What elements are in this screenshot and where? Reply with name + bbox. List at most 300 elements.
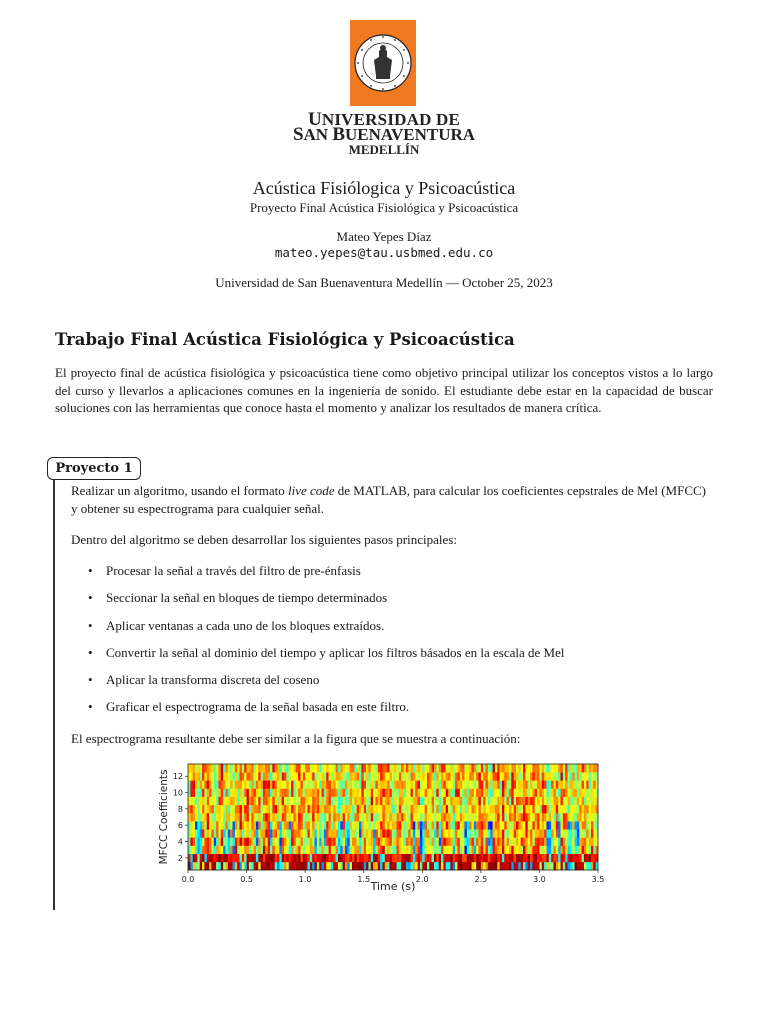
heatmap-cell <box>579 797 582 805</box>
heatmap-cell <box>546 813 549 821</box>
heatmap-cell <box>457 764 460 772</box>
heatmap-cell <box>382 780 385 788</box>
heatmap-cell <box>455 797 458 805</box>
heatmap-cell <box>476 821 479 829</box>
heatmap-cell <box>324 797 327 805</box>
heatmap-cell <box>474 797 477 805</box>
heatmap-cell <box>380 764 383 772</box>
heatmap-cell <box>340 797 343 805</box>
heatmap-cell <box>275 862 278 870</box>
heatmap-cell <box>589 837 592 845</box>
heatmap-cell <box>586 837 589 845</box>
heatmap-cell <box>375 854 378 862</box>
heatmap-cell <box>570 862 573 870</box>
heatmap-cell <box>490 837 493 845</box>
heatmap-cell <box>373 797 376 805</box>
heatmap-cell <box>338 797 341 805</box>
heatmap-cell <box>284 764 287 772</box>
heatmap-cell <box>561 829 564 837</box>
heatmap-cell <box>247 797 250 805</box>
heatmap-cell <box>336 780 339 788</box>
heatmap-cell <box>338 837 341 845</box>
heatmap-cell <box>460 764 463 772</box>
heatmap-cell <box>549 829 552 837</box>
heatmap-cell <box>385 788 388 796</box>
heatmap-cell <box>558 846 561 854</box>
heatmap-cell <box>439 862 442 870</box>
heatmap-cell <box>392 846 395 854</box>
heatmap-cell <box>549 862 552 870</box>
heatmap-cell <box>518 797 521 805</box>
heatmap-cell <box>490 797 493 805</box>
heatmap-cell <box>211 821 214 829</box>
heatmap-cell <box>361 813 364 821</box>
heatmap-cell <box>382 821 385 829</box>
heatmap-cell <box>593 862 596 870</box>
heatmap-cell <box>310 805 313 813</box>
heatmap-cell <box>336 846 339 854</box>
heatmap-cell <box>350 829 353 837</box>
heatmap-cell <box>432 862 435 870</box>
x-tick-label: 2.0 <box>415 875 429 884</box>
heatmap-cell <box>582 846 585 854</box>
heatmap-cell <box>432 805 435 813</box>
heatmap-cell <box>305 772 308 780</box>
heatmap-cell <box>523 829 526 837</box>
heatmap-cell <box>291 862 294 870</box>
heatmap-cell <box>432 772 435 780</box>
heatmap-cell <box>209 780 212 788</box>
heatmap-cell <box>387 788 390 796</box>
heatmap-cell <box>479 780 482 788</box>
heatmap-cell <box>382 764 385 772</box>
heatmap-cell <box>225 829 228 837</box>
heatmap-cell <box>324 805 327 813</box>
heatmap-cell <box>347 788 350 796</box>
heatmap-cell <box>509 780 512 788</box>
heatmap-cell <box>539 797 542 805</box>
heatmap-cell <box>237 788 240 796</box>
heatmap-cell <box>561 862 564 870</box>
heatmap-cell <box>249 772 252 780</box>
heatmap-cell <box>415 837 418 845</box>
heatmap-cell <box>453 788 456 796</box>
heatmap-cell <box>392 829 395 837</box>
heatmap-cell <box>216 805 219 813</box>
heatmap-cell <box>354 862 357 870</box>
heatmap-cell <box>352 780 355 788</box>
heatmap-cell <box>415 829 418 837</box>
heatmap-cell <box>460 788 463 796</box>
heatmap-cell <box>389 837 392 845</box>
heatmap-cell <box>568 797 571 805</box>
heatmap-cell <box>233 862 236 870</box>
heatmap-cell <box>586 813 589 821</box>
heatmap-cell <box>493 788 496 796</box>
heatmap-cell <box>317 837 320 845</box>
heatmap-cell <box>218 829 221 837</box>
heatmap-cell <box>516 764 519 772</box>
heatmap-cell <box>483 780 486 788</box>
heatmap-cell <box>357 797 360 805</box>
heatmap-cell <box>549 821 552 829</box>
heatmap-cell <box>317 772 320 780</box>
heatmap-cell <box>493 829 496 837</box>
heatmap-cell <box>380 797 383 805</box>
heatmap-cell <box>307 862 310 870</box>
heatmap-cell <box>408 772 411 780</box>
heatmap-cell <box>298 764 301 772</box>
heatmap-cell <box>479 805 482 813</box>
heatmap-cell <box>277 813 280 821</box>
heatmap-cell <box>347 780 350 788</box>
heatmap-cell <box>551 846 554 854</box>
heatmap-cell <box>300 846 303 854</box>
heatmap-cell <box>568 821 571 829</box>
heatmap-cell <box>230 862 233 870</box>
heatmap-cell <box>406 780 409 788</box>
heatmap-cell <box>298 805 301 813</box>
heatmap-cell <box>366 780 369 788</box>
heatmap-cell <box>312 772 315 780</box>
heatmap-cell <box>579 772 582 780</box>
heatmap-cell <box>572 813 575 821</box>
heatmap-cell <box>551 862 554 870</box>
heatmap-cell <box>500 772 503 780</box>
heatmap-cell <box>235 772 238 780</box>
heatmap-cell <box>371 797 374 805</box>
heatmap-cell <box>336 854 339 862</box>
heatmap-cell <box>319 797 322 805</box>
heatmap-cell <box>539 846 542 854</box>
heatmap-cell <box>532 764 535 772</box>
heatmap-cell <box>373 829 376 837</box>
heatmap-cell <box>514 813 517 821</box>
heatmap-cell <box>479 797 482 805</box>
heatmap-cell <box>392 837 395 845</box>
heatmap-cell <box>542 854 545 862</box>
heatmap-cell <box>514 854 517 862</box>
heatmap-cell <box>570 846 573 854</box>
heatmap-cell <box>476 772 479 780</box>
heatmap-cell <box>378 862 381 870</box>
heatmap-cell <box>399 780 402 788</box>
heatmap-cell <box>254 829 257 837</box>
heatmap-cell <box>312 805 315 813</box>
heatmap-cell <box>258 772 261 780</box>
heatmap-cell <box>307 780 310 788</box>
heatmap-cell <box>406 846 409 854</box>
heatmap-cell <box>401 805 404 813</box>
heatmap-cell <box>422 772 425 780</box>
heatmap-cell <box>296 797 299 805</box>
heatmap-cell <box>413 821 416 829</box>
mfcc-spectrogram-figure <box>155 757 605 895</box>
heatmap-cell <box>340 862 343 870</box>
heatmap-cell <box>397 813 400 821</box>
heatmap-cell <box>446 829 449 837</box>
project-box-rule <box>53 478 55 910</box>
heatmap-cell <box>282 805 285 813</box>
heatmap-cell <box>272 862 275 870</box>
heatmap-cell <box>392 862 395 870</box>
heatmap-cell <box>474 846 477 854</box>
heatmap-cell <box>380 780 383 788</box>
heatmap-cell <box>500 821 503 829</box>
heatmap-cell <box>324 821 327 829</box>
heatmap-cell <box>315 780 318 788</box>
heatmap-cell <box>411 813 414 821</box>
heatmap-cell <box>593 829 596 837</box>
heatmap-cell <box>331 764 334 772</box>
heatmap-cell <box>315 854 318 862</box>
heatmap-cell <box>575 846 578 854</box>
heatmap-cell <box>432 846 435 854</box>
heatmap-cell <box>364 829 367 837</box>
heatmap-cell <box>197 837 200 845</box>
heatmap-cell <box>481 837 484 845</box>
heatmap-cell <box>350 821 353 829</box>
heatmap-cell <box>190 862 193 870</box>
heatmap-cell <box>368 788 371 796</box>
heatmap-cell <box>230 780 233 788</box>
heatmap-cell <box>310 788 313 796</box>
heatmap-cell <box>579 837 582 845</box>
heatmap-cell <box>399 772 402 780</box>
heatmap-cell <box>263 805 266 813</box>
heatmap-cell <box>420 813 423 821</box>
heatmap-cell <box>225 821 228 829</box>
heatmap-cell <box>223 813 226 821</box>
heatmap-cell <box>336 764 339 772</box>
heatmap-cell <box>397 837 400 845</box>
heatmap-cell <box>275 772 278 780</box>
heatmap-cell <box>514 780 517 788</box>
heatmap-cell <box>303 780 306 788</box>
heatmap-cell <box>312 797 315 805</box>
heatmap-cell <box>373 772 376 780</box>
heatmap-cell <box>235 805 238 813</box>
heatmap-cell <box>575 862 578 870</box>
heatmap-cell <box>434 821 437 829</box>
heatmap-cell <box>568 854 571 862</box>
heatmap-cell <box>495 772 498 780</box>
heatmap-cell <box>382 854 385 862</box>
heatmap-cell <box>404 846 407 854</box>
heatmap-cell <box>310 772 313 780</box>
list-item: • Convertir la señal al dominio del tiempo y aplicar los filtros básados en la escala de Mel <box>88 644 564 671</box>
heatmap-cell <box>483 813 486 821</box>
heatmap-cell <box>453 862 456 870</box>
heatmap-cell <box>333 829 336 837</box>
heatmap-cell <box>457 780 460 788</box>
heatmap-cell <box>521 846 524 854</box>
heatmap-cell <box>317 788 320 796</box>
heatmap-cell <box>446 846 449 854</box>
heatmap-cell <box>240 846 243 854</box>
heatmap-cell <box>500 813 503 821</box>
heatmap-cell <box>193 764 196 772</box>
heatmap-cell <box>244 862 247 870</box>
heatmap-cell <box>329 846 332 854</box>
heatmap-cell <box>460 780 463 788</box>
heatmap-cell <box>525 780 528 788</box>
heatmap-cell <box>354 813 357 821</box>
heatmap-cell <box>467 772 470 780</box>
heatmap-cell <box>207 805 210 813</box>
heatmap-cell <box>406 797 409 805</box>
heatmap-cell <box>575 829 578 837</box>
heatmap-cell <box>544 764 547 772</box>
heatmap-cell <box>361 854 364 862</box>
heatmap-cell <box>565 862 568 870</box>
heatmap-cell <box>530 862 533 870</box>
heatmap-cell <box>591 846 594 854</box>
heatmap-cell <box>425 797 428 805</box>
heatmap-cell <box>586 829 589 837</box>
heatmap-cell <box>525 829 528 837</box>
heatmap-cell <box>211 813 214 821</box>
heatmap-cell <box>408 846 411 854</box>
heatmap-cell <box>357 764 360 772</box>
heatmap-cell <box>537 772 540 780</box>
heatmap-cell <box>493 846 496 854</box>
heatmap-cell <box>570 837 573 845</box>
heatmap-cell <box>214 854 217 862</box>
heatmap-cell <box>404 813 407 821</box>
heatmap-cell <box>286 797 289 805</box>
heatmap-cell <box>298 862 301 870</box>
heatmap-cell <box>394 813 397 821</box>
heatmap-cell <box>551 764 554 772</box>
heatmap-cell <box>509 772 512 780</box>
heatmap-cell <box>190 780 193 788</box>
heatmap-cell <box>291 813 294 821</box>
heatmap-cell <box>457 829 460 837</box>
heatmap-cell <box>326 829 329 837</box>
heatmap-cell <box>558 829 561 837</box>
university-logo <box>350 20 416 106</box>
heatmap-cell <box>549 813 552 821</box>
heatmap-cell <box>460 805 463 813</box>
project-paragraph-post: de MATLAB, para calcular los coeficientes cepstrales de Mel (MFCC) y obtener su espectrograma para cualquier señal. <box>71 483 706 516</box>
heatmap-cell <box>586 846 589 854</box>
heatmap-cell <box>385 837 388 845</box>
heatmap-cell <box>197 797 200 805</box>
heatmap-cell <box>565 813 568 821</box>
heatmap-cell <box>455 813 458 821</box>
list-item: • Graficar el espectrograma de la señal basada en este filtro. <box>88 698 564 725</box>
heatmap-cell <box>296 829 299 837</box>
heatmap-cell <box>549 805 552 813</box>
heatmap-cell <box>333 862 336 870</box>
heatmap-cell <box>406 862 409 870</box>
heatmap-cell <box>418 821 421 829</box>
heatmap-cell <box>305 846 308 854</box>
heatmap-cell <box>542 805 545 813</box>
heatmap-cell <box>270 813 273 821</box>
heatmap-cell <box>551 797 554 805</box>
heatmap-cell <box>230 805 233 813</box>
heatmap-cell <box>197 788 200 796</box>
heatmap-cell <box>385 829 388 837</box>
heatmap-cell <box>242 837 245 845</box>
heatmap-cell <box>546 829 549 837</box>
heatmap-cell <box>427 797 430 805</box>
heatmap-cell <box>300 772 303 780</box>
heatmap-cell <box>204 846 207 854</box>
heatmap-cell <box>380 805 383 813</box>
heatmap-cell <box>462 829 465 837</box>
heatmap-cell <box>354 854 357 862</box>
heatmap-cell <box>509 837 512 845</box>
heatmap-cell <box>429 805 432 813</box>
heatmap-cell <box>502 829 505 837</box>
heatmap-cell <box>514 846 517 854</box>
heatmap-cell <box>254 772 257 780</box>
heatmap-cell <box>579 846 582 854</box>
heatmap-cell <box>490 862 493 870</box>
heatmap-cell <box>490 829 493 837</box>
heatmap-cell <box>516 846 519 854</box>
heatmap-cell <box>361 862 364 870</box>
heatmap-cell <box>392 854 395 862</box>
heatmap-cell <box>277 829 280 837</box>
heatmap-cell <box>235 837 238 845</box>
heatmap-cell <box>340 829 343 837</box>
heatmap-cell <box>364 854 367 862</box>
heatmap-cell <box>511 780 514 788</box>
heatmap-cell <box>589 805 592 813</box>
heatmap-cell <box>469 772 472 780</box>
heatmap-cell <box>336 837 339 845</box>
heatmap-cell <box>460 821 463 829</box>
heatmap-cell <box>315 837 318 845</box>
heatmap-cell <box>448 805 451 813</box>
heatmap-cell <box>495 797 498 805</box>
heatmap-cell <box>577 821 580 829</box>
heatmap-cell <box>202 764 205 772</box>
heatmap-cell <box>240 821 243 829</box>
heatmap-cell <box>338 862 341 870</box>
heatmap-cell <box>305 813 308 821</box>
heatmap-cell <box>354 837 357 845</box>
heatmap-cell <box>469 821 472 829</box>
heatmap-cell <box>354 829 357 837</box>
heatmap-cell <box>546 846 549 854</box>
heatmap-cell <box>190 805 193 813</box>
heatmap-cell <box>225 772 228 780</box>
heatmap-cell <box>277 846 280 854</box>
heatmap-cell <box>577 813 580 821</box>
heatmap-cell <box>556 862 559 870</box>
heatmap-cell <box>558 805 561 813</box>
heatmap-cell <box>282 837 285 845</box>
heatmap-cell <box>582 788 585 796</box>
heatmap-cell <box>542 829 545 837</box>
heatmap-cell <box>467 797 470 805</box>
heatmap-cell <box>446 805 449 813</box>
university-seal-icon <box>350 20 416 106</box>
heatmap-cell <box>242 788 245 796</box>
heatmap-cell <box>284 837 287 845</box>
heatmap-cell <box>230 813 233 821</box>
heatmap-cell <box>392 780 395 788</box>
heatmap-cell <box>579 805 582 813</box>
heatmap-cell <box>539 854 542 862</box>
heatmap-cell <box>584 764 587 772</box>
heatmap-cell <box>443 846 446 854</box>
